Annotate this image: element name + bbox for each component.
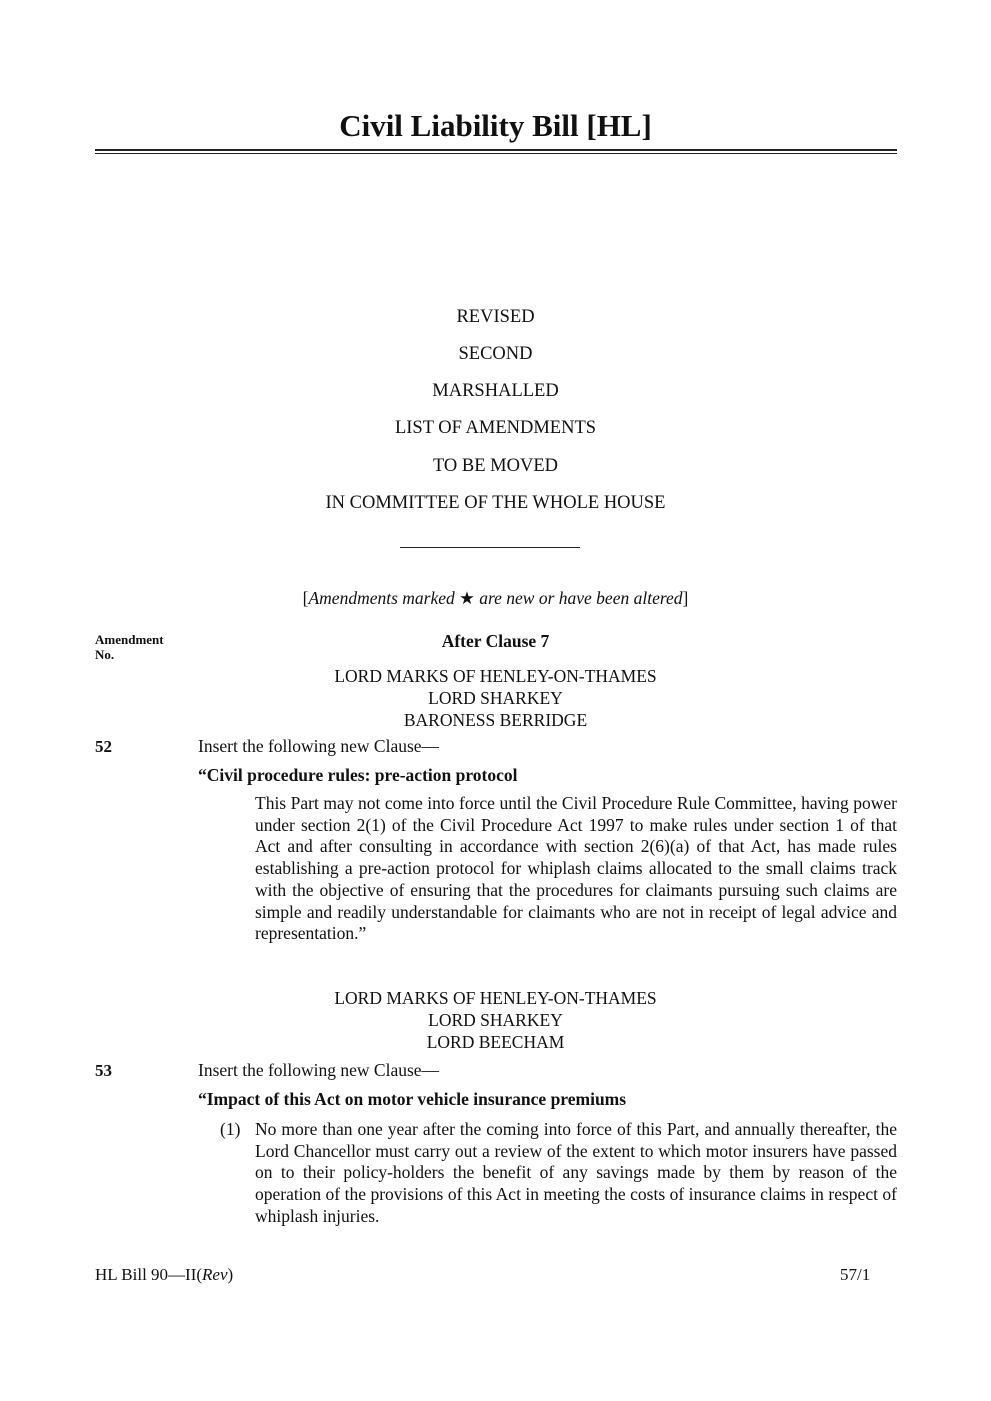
amendment-number-label: Amendment No. [95,632,164,662]
section-heading: After Clause 7 [441,631,550,651]
clause-title: “Impact of this Act on motor vehicle insurance premiums [198,1089,627,1109]
title-rule [95,149,897,151]
heading-line: REVISED [456,307,535,327]
sponsors: LORD MARKS OF HENLEY-ON-THAMES LORD SHARKEY BARONESS BERRIDGE [334,666,657,730]
heading-line: IN COMMITTEE OF THE WHOLE HOUSE [325,493,666,513]
amendment-number: 53 [95,1061,112,1080]
document-title: Civil Liability Bill [HL] [339,108,652,143]
star-icon: ★ [459,588,475,608]
bill-reference: HL Bill 90—II(Rev) [95,1265,234,1284]
subsection-label: (1) [220,1119,241,1139]
title-rule [95,153,897,154]
clause-text: No more than one year after the coming into force of this Part, and annually thereafter, the Lord Chancellor must carry out a review of the extent to which motor insurers have passed on to their policy-holders the benefit of any savings made by them by reason of the operation of the provisions of this Act in meeting the costs of insurance claims in respect of whiplash injuries. [255,1119,897,1226]
page-number: 57/1 [840,1265,871,1284]
clause-title: “Civil procedure rules: pre-action protocol [198,765,518,785]
amendment-instruction: Insert the following new Clause— [198,1060,440,1080]
clause-text: This Part may not come into force until the Civil Procedure Rule Committee, having power under section 2(1) of the Civil Procedure Act 1997 to make rules under section 1 of that Act and after consulting in accordance with section 2(6)(a) of that Act, has made rules establishing a pre-action protocol for whiplash claims allocated to the small claims track with the objective of ensuring that the procedures for claimants pursuing such claims are simple and readily understandable for claimants who are not in receipt of legal advice and representation.” [255,793,897,944]
heading-line: LIST OF AMENDMENTS [394,418,597,438]
separator-rule [400,547,580,548]
heading-line: SECOND [458,344,533,364]
amendment-number: 52 [95,737,112,756]
heading-line: TO BE MOVED [432,456,559,476]
amendment-note: [Amendments marked ★ are new or have been altered] [302,588,689,608]
heading-line: MARSHALLED [432,381,559,401]
amendment-instruction: Insert the following new Clause— [198,736,440,756]
sponsors: LORD MARKS OF HENLEY-ON-THAMES LORD SHARKEY LORD BEECHAM [334,988,657,1052]
